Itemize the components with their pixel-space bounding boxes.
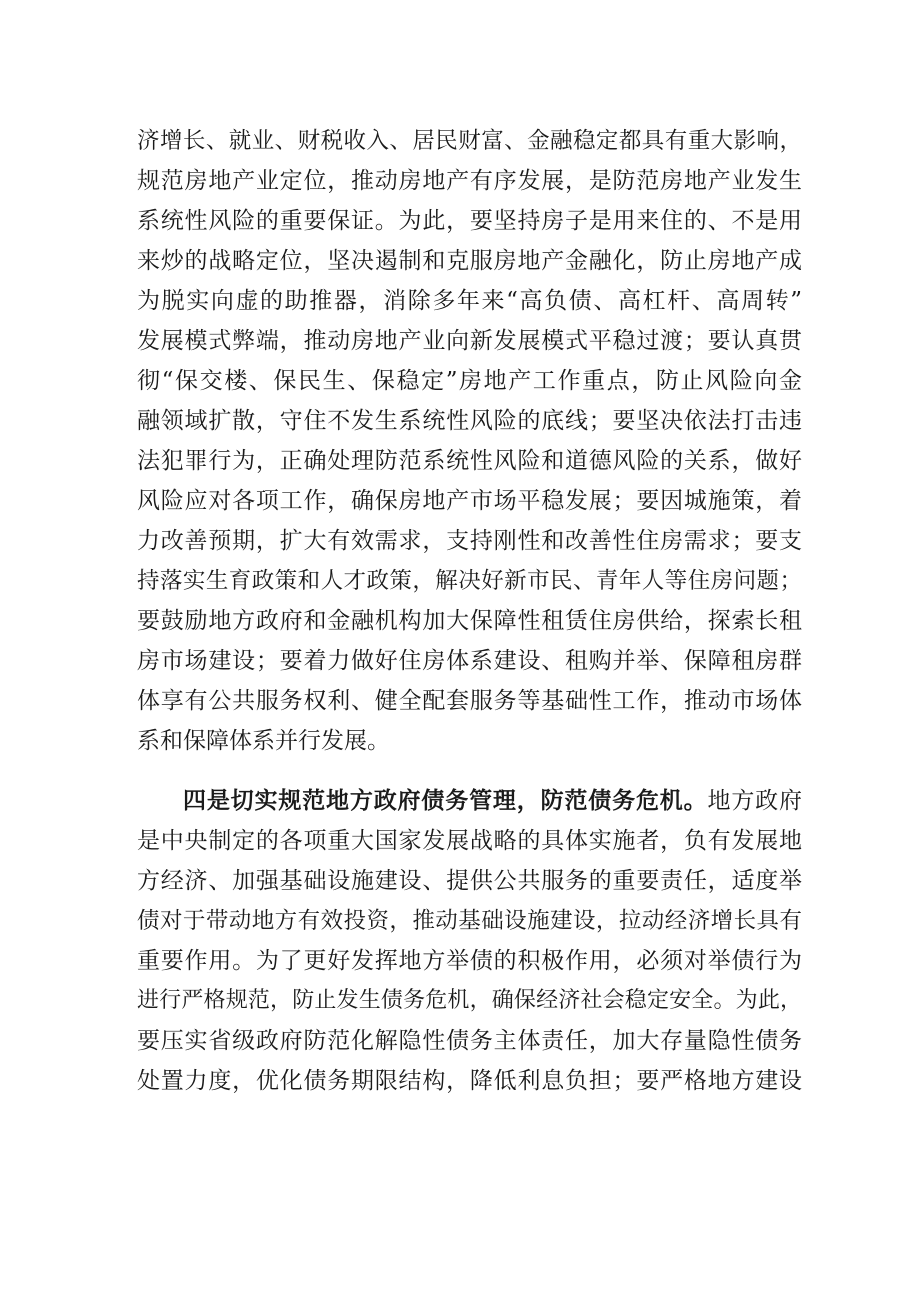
paragraph-line: 进行严格规范，防止发生债务危机，确保经济社会稳定安全。为此， bbox=[137, 988, 802, 1013]
paragraph-line: 房市场建设；要着力做好住房体系建设、租购并举、保障租房群 bbox=[137, 648, 802, 674]
paragraph-line: 彻“保交楼、保民生、保稳定”房地产工作重点，防止风险向金 bbox=[137, 368, 802, 394]
paragraph-line: 法犯罪行为，正确处理防范系统性风险和道德风险的关系，做好 bbox=[137, 448, 802, 474]
section-heading: 四是切实规范地方政府债务管理，防范债务危机。 bbox=[183, 788, 708, 814]
paragraph-line: 系统性风险的重要保证。为此，要坚持房子是用来住的、不是用 bbox=[137, 208, 802, 234]
paragraph-line: 规范房地产业定位，推动房地产有序发展，是防范房地产业发生 bbox=[137, 168, 802, 194]
paragraph-line: 持落实生育政策和人才政策，解决好新市民、青年人等住房问题； bbox=[137, 568, 802, 594]
paragraph-line-rest: 地方政府 bbox=[707, 788, 803, 814]
paragraph-line: 要鼓励地方政府和金融机构加大保障性租赁住房供给，探索长租 bbox=[137, 608, 802, 634]
paragraph-line: 处置力度，优化债务期限结构，降低利息负担；要严格地方建设 bbox=[137, 1068, 802, 1094]
paragraph-line: 为脱实向虚的助推器，消除多年来“高负债、高杠杆、高周转” bbox=[137, 288, 802, 314]
paragraph-line: 要压实省级政府防范化解隐性债务主体责任，加大存量隐性债务 bbox=[137, 1028, 802, 1054]
paragraph-line: 是中央制定的各项重大国家发展战略的具体实施者，负有发展地 bbox=[137, 828, 802, 854]
paragraph-line: 来炒的战略定位，坚决遏制和克服房地产金融化，防止房地产成 bbox=[137, 248, 802, 274]
paragraph-line: 方经济、加强基础设施建设、提供公共服务的重要责任，适度举 bbox=[137, 868, 802, 894]
paragraph-line: 济增长、就业、财税收入、居民财富、金融稳定都具有重大影响， bbox=[137, 128, 802, 154]
paragraph-line: 重要作用。为了更好发挥地方举债的积极作用，必须对举债行为 bbox=[137, 948, 802, 974]
paragraph-line: 体享有公共服务权利、健全配套服务等基础性工作，推动市场体 bbox=[137, 688, 802, 714]
paragraph-line: 融领域扩散，守住不发生系统性风险的底线；要坚决依法打击违 bbox=[137, 408, 802, 434]
paragraph-line: 债对于带动地方有效投资，推动基础设施建设，拉动经济增长具有 bbox=[137, 908, 802, 934]
paragraph-line: 风险应对各项工作，确保房地产市场平稳发展；要因城施策，着 bbox=[137, 488, 802, 514]
paragraph-line: 发展模式弊端，推动房地产业向新发展模式平稳过渡；要认真贯 bbox=[137, 328, 802, 354]
paragraph-line: 力改善预期，扩大有效需求，支持刚性和改善性住房需求；要支 bbox=[137, 528, 802, 554]
paragraph-line: 系和保障体系并行发展。 bbox=[137, 728, 390, 754]
paragraph-first-line bbox=[183, 781, 802, 821]
